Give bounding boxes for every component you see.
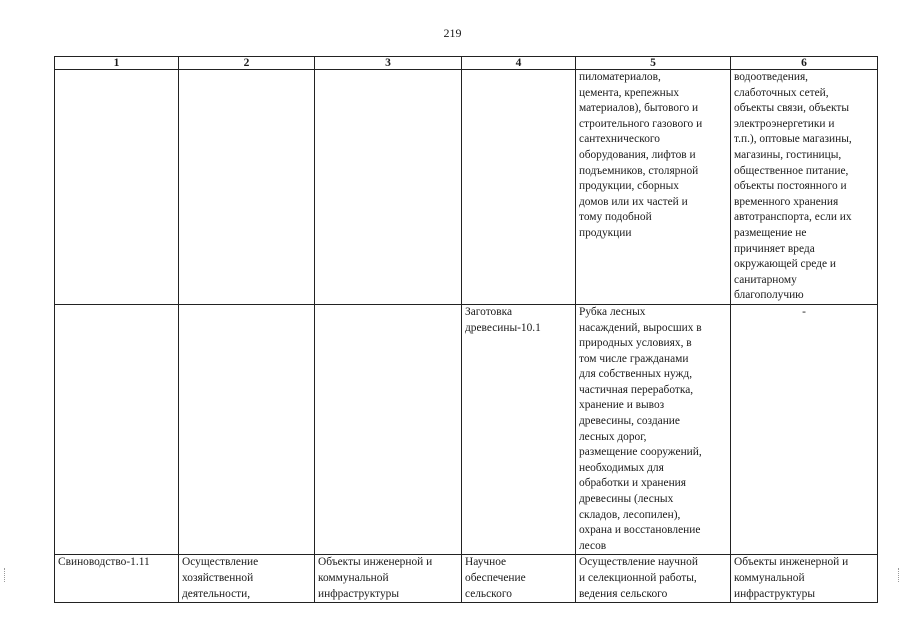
table-row bbox=[55, 70, 878, 305]
cell-text-line: складов, лесопилен), bbox=[579, 508, 681, 521]
land-use-table bbox=[54, 56, 878, 603]
cell-text-line: продукции bbox=[579, 226, 632, 239]
cell-text-line: временного хранения bbox=[734, 195, 839, 208]
cell-text-line: Осуществление научной bbox=[579, 556, 698, 569]
row3-col6 bbox=[731, 555, 878, 603]
cell-text-line: магазины, гостиницы, bbox=[734, 148, 842, 161]
cell-text-line: автотранспорта, если их bbox=[734, 211, 852, 224]
row3-col3 bbox=[315, 555, 462, 603]
cell-text-line: оборудования, лифтов и bbox=[579, 148, 696, 161]
cell-text-line: окружающей среде и bbox=[734, 258, 836, 271]
cell-text-line: насаждений, выросших в bbox=[579, 321, 702, 334]
header-col-1: 1 bbox=[55, 57, 179, 70]
cell-text-line: объекты постоянного и bbox=[734, 180, 847, 193]
row2-col3 bbox=[315, 304, 462, 555]
header-col-3: 3 bbox=[315, 57, 462, 70]
cell-text-line: продукции, сборных bbox=[579, 180, 679, 193]
header-col-6: 6 bbox=[731, 57, 878, 70]
cell-text-line: коммунальной bbox=[734, 572, 805, 584]
cell-text-line: электроэнергетики и bbox=[734, 117, 835, 130]
cell-text-line: охрана и восстановление bbox=[579, 524, 701, 537]
cell-text-line: и селекционной работы, bbox=[579, 572, 697, 584]
cell-text-line: для собственных нужд, bbox=[579, 368, 693, 381]
row2-col1 bbox=[55, 304, 179, 555]
cell-text-line: размещение не bbox=[734, 226, 807, 239]
cell-text-line: Заготовка bbox=[465, 305, 513, 318]
cell-text-line: хранение и вывоз bbox=[579, 399, 665, 412]
cell-text-line: тому подобной bbox=[579, 211, 652, 224]
cell-text-line: том числе гражданами bbox=[579, 352, 689, 365]
cell-text-line: древесины, создание bbox=[579, 415, 680, 428]
table-row bbox=[55, 304, 878, 555]
cell-text-line: цемента, крепежных bbox=[579, 86, 680, 99]
cell-text-line: лесов bbox=[579, 539, 607, 552]
row1-col3 bbox=[315, 70, 462, 305]
scan-edge-mark-right bbox=[898, 568, 903, 582]
cell-text-line: хозяйственной bbox=[182, 572, 254, 584]
row1-col5 bbox=[576, 70, 731, 305]
cell-text-line: ведения сельского bbox=[579, 587, 668, 600]
cell-text-line: коммунальной bbox=[318, 572, 389, 584]
cell-text-line: обработки и хранения bbox=[579, 477, 687, 490]
cell-text-line: размещение сооружений, bbox=[579, 446, 702, 459]
row1-col2 bbox=[179, 70, 315, 305]
row1-col1 bbox=[55, 70, 179, 305]
cell-text-line: водоотведения, bbox=[734, 71, 809, 83]
cell-text-line: санитарному bbox=[734, 273, 797, 286]
cell-text-line: слаботочных сетей, bbox=[734, 86, 829, 99]
header-col-5: 5 bbox=[576, 57, 731, 70]
cell-text-line: Научное bbox=[465, 556, 507, 569]
row3-col5 bbox=[576, 555, 731, 603]
cell-text-line: обеспечение bbox=[465, 572, 526, 584]
row3-col1 bbox=[55, 555, 179, 603]
cell-text-line: необходимых для bbox=[579, 461, 664, 474]
header-col-2: 2 bbox=[179, 57, 315, 70]
cell-text-line: объекты связи, объекты bbox=[734, 102, 849, 115]
cell-text-line: природных условиях, в bbox=[579, 337, 692, 350]
cell-text-line: Осуществление bbox=[182, 556, 259, 569]
cell-text-line: материалов), бытового и bbox=[579, 102, 699, 115]
row2-col6 bbox=[731, 304, 878, 555]
cell-text-line: подъемников, столярной bbox=[579, 164, 699, 177]
cell-text-line: пиломатериалов, bbox=[579, 71, 661, 83]
cell-text-line: общественное питание, bbox=[734, 164, 849, 177]
cell-text-line: т.п.), оптовые магазины, bbox=[734, 133, 852, 146]
cell-text-line: причиняет вреда bbox=[734, 242, 815, 255]
cell-text-line: древесины-10.1 bbox=[465, 321, 541, 334]
row2-col2 bbox=[179, 304, 315, 555]
cell-text-line: деятельности, bbox=[182, 587, 251, 600]
empty-dash: - bbox=[802, 305, 806, 318]
row1-col4 bbox=[462, 70, 576, 305]
cell-text-line: Объекты инженерной и bbox=[734, 556, 849, 569]
table-header-row bbox=[55, 57, 878, 70]
cell-text-line: благополучию bbox=[734, 289, 804, 302]
cell-text-line: древесины (лесных bbox=[579, 493, 674, 506]
cell-text-line: Рубка лесных bbox=[579, 305, 646, 318]
cell-text-line: инфраструктуры bbox=[734, 587, 815, 600]
cell-text-line: частичная переработка, bbox=[579, 383, 694, 396]
cell-text-line: лесных дорог, bbox=[579, 430, 647, 443]
cell-text-line: строительного газового и bbox=[579, 117, 703, 130]
row2-col4 bbox=[462, 304, 576, 555]
page-number: 219 bbox=[443, 26, 462, 40]
header-col-4: 4 bbox=[462, 57, 576, 70]
cell-text-line: инфраструктуры bbox=[318, 587, 399, 600]
row1-col6 bbox=[731, 70, 878, 305]
scan-edge-mark-left bbox=[4, 568, 9, 582]
cell-text-line: сельского bbox=[465, 587, 512, 600]
cell-text-line: сантехнического bbox=[579, 133, 660, 146]
cell-text-line: домов или их частей и bbox=[579, 195, 688, 208]
row3-col2 bbox=[179, 555, 315, 603]
cell-text-line: Объекты инженерной и bbox=[318, 556, 433, 569]
table-row bbox=[55, 555, 878, 603]
cell-text-line: Свиноводство-1.11 bbox=[58, 556, 150, 569]
row3-col4 bbox=[462, 555, 576, 603]
row2-col5 bbox=[576, 304, 731, 555]
